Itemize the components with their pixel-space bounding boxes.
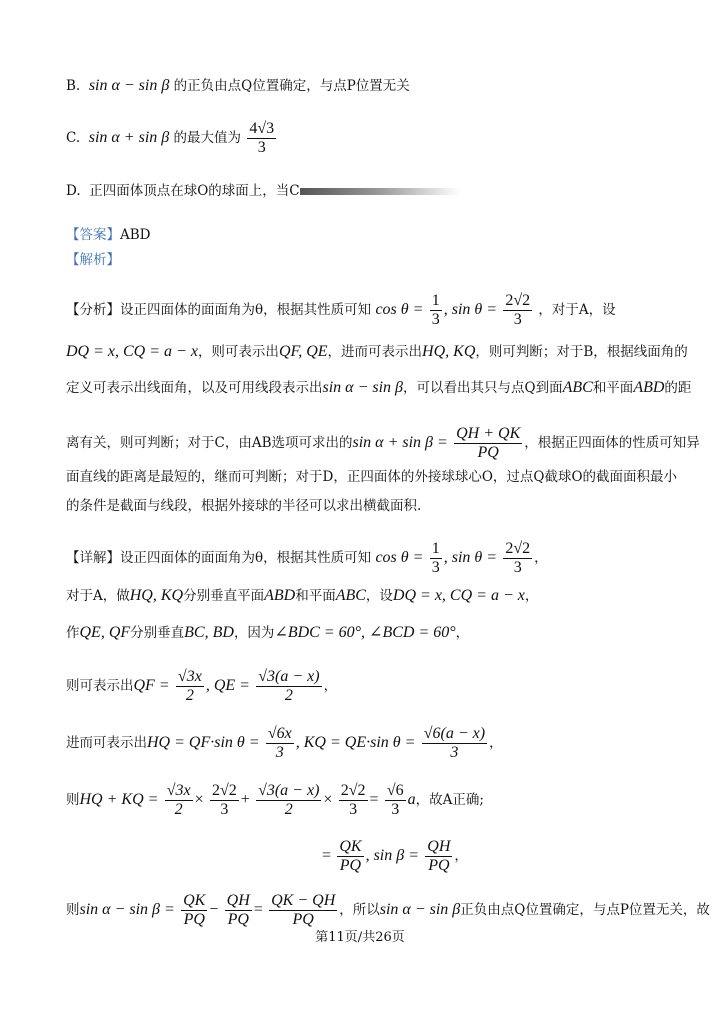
fenxi-line-1: 【分析】设正四面体的面面角为θ，根据其性质可知 cos θ = $\frac{1}{3}$ , sin θ = $\frac{2√2}{3}$ ，对于A，设 [66, 292, 616, 328]
detail-line-6: 则HQ + KQ = $\frac{√3x}{2}$ × $\frac{2√2}{3}$ + $\frac{√3(a - x)}{2}$ × $\frac{2√2}{3}$ = $\frac{√6}{3}$ a，故A正确; [66, 782, 484, 818]
answer-tag: 【答案】 [66, 227, 120, 243]
detail-line-2: 对于A，做HQ, KQ分别垂直平面ABD和平面ABC，设DQ = x, CQ = a − x， [66, 587, 539, 604]
fenxi-line-3: 定义可表示出线面角，以及可用线段表示出sin α − sin β，可以看出其只与点Q到面ABC和平面ABD的距 [66, 379, 692, 396]
detail-line-4: 则可表示出QF = $\frac{√3x}{2}$ , QE = $\frac{√3(a - x)}{2}$ ， [66, 668, 338, 704]
option-c-expr: sin α + sin β [88, 129, 170, 146]
option-d-text: 正四面体顶点在球O的球面上，当C [89, 183, 300, 199]
fenxi-line-4: 离有关，则可判断；对于C，由AB选项可求出的sin α + sin β = $\frac{QH + QK}{PQ}$ ，根据正四面体的性质可知异 [66, 425, 700, 461]
option-b-text: 的正负由点Q位置确定，与点P位置无关 [173, 78, 410, 94]
option-d [66, 181, 460, 201]
redaction-fade [300, 188, 460, 195]
option-c-max-fraction: $\frac{4√3}{3}$ [249, 120, 275, 156]
analysis-tag: 【解析】 [66, 252, 120, 268]
fenxi-line-2: DQ = x, CQ = a − x，则可表示出QF, QE，进而可表示出HQ, KQ，则可判断；对于B，根据线面角的 [66, 343, 688, 360]
option-c-text: 的最大值为 [173, 130, 242, 146]
option-b-label: B. [66, 78, 81, 94]
option-b [66, 76, 410, 96]
page-footer: 第11页/共26页 [315, 930, 405, 945]
answer-value: ABD [120, 227, 151, 243]
option-b-expr: sin α − sin β [88, 77, 170, 94]
detail-line-7: = $\frac{QK}{PQ}$ , sin β = $\frac{QH}{PQ}$ ， [322, 838, 468, 874]
option-d-label: D. [66, 183, 81, 199]
answer-line [66, 225, 151, 245]
fenxi-line-5: 面直线的距离是最短的，继而可判断；对于D，正四面体的外接球球心O，过点Q截球O的截面面积最小 [66, 469, 678, 485]
fenxi-line-6: 的条件是截面与线段，根据外接球的半径可以求出横截面积. [66, 498, 422, 514]
option-c-label: C. [66, 130, 81, 146]
detail-line-8: 则sin α − sin β = $\frac{QK}{PQ}$ − $\frac{QH}{PQ}$ = $\frac{QK - QH}{PQ}$ ，所以sin α − sin β正负由点Q位置确定，与点P位置无关，故 [66, 892, 710, 928]
option-c [66, 120, 278, 157]
detail-line-1: 【详解】设正四面体的面面角为θ，根据其性质可知 cos θ = $\frac{1}{3}$ , sin θ = $\frac{2√2}{3}$ ， [66, 540, 548, 576]
detail-line-3: 作QE, QF分别垂直BC, BD，因为∠BDC = 60°, ∠BCD = 60°， [66, 624, 470, 641]
detail-line-5: 进而可表示出HQ = QF·sin θ = $\frac{√6x}{3}$ , KQ = QE·sin θ = $\frac{√6(a - x)}{3}$ ， [66, 725, 503, 761]
